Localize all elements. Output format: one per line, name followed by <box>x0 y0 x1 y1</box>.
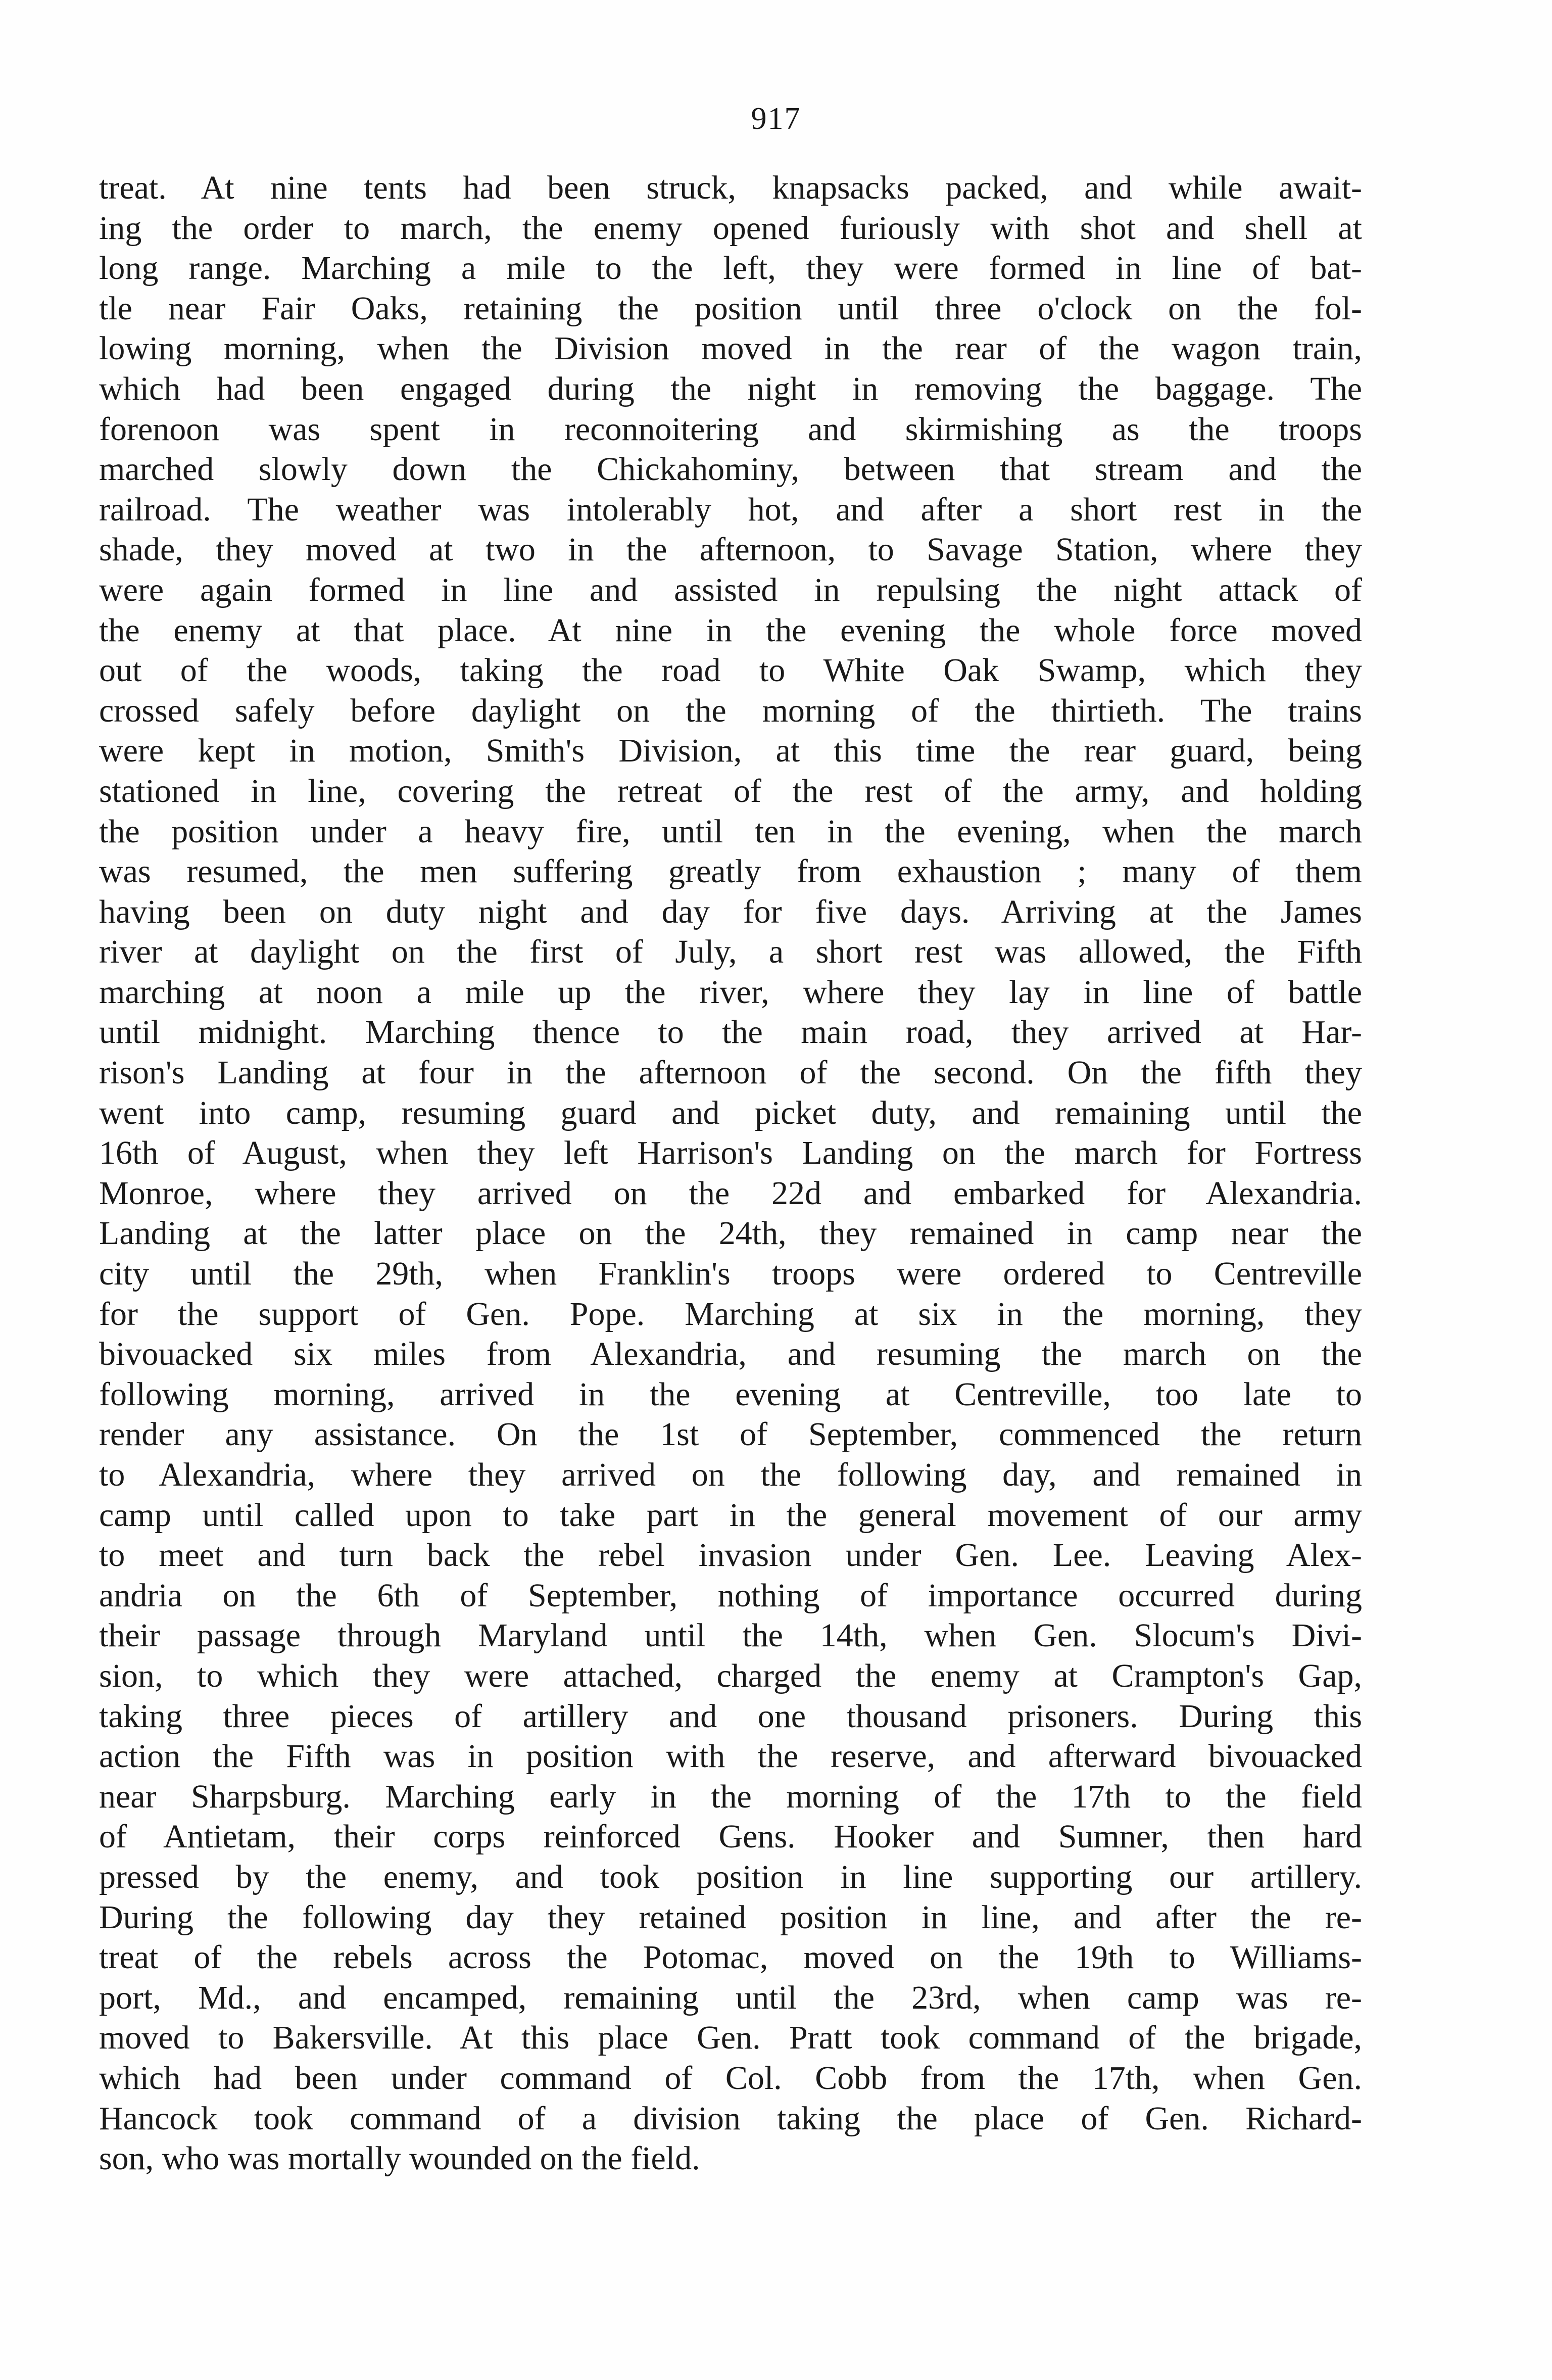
text-line: treat. At nine tents had been struck, knapsacks packed, and while await- <box>99 169 1362 206</box>
text-line: near Sharpsburg. Marching early in the morning of the 17th to the field <box>99 1778 1362 1815</box>
text-line: to meet and turn back the rebel invasion under Gen. Lee. Leaving Alex- <box>99 1537 1362 1574</box>
text-line: stationed in line, covering the retreat of the rest of the army, and holding <box>99 772 1362 810</box>
text-line: marching at noon a mile up the river, where they lay in line of battle <box>99 973 1362 1011</box>
text-line: 16th of August, when they left Harrison's Landing on the march for Fortress <box>99 1134 1362 1172</box>
text-line: During the following day they retained position in line, and after the re- <box>99 1898 1362 1936</box>
text-line: having been on duty night and day for five days. Arriving at the James <box>99 893 1362 930</box>
text-line: son, who was mortally wounded on the field. <box>99 2140 700 2177</box>
text-line: their passage through Maryland until the 14th, when Gen. Slocum's Divi- <box>99 1617 1362 1654</box>
body-text <box>99 168 1362 2179</box>
text-line: sion, to which they were attached, charged the enemy at Crampton's Gap, <box>99 1657 1362 1694</box>
text-line: Landing at the latter place on the 24th, they remained in camp near the <box>99 1215 1362 1252</box>
text-line: for the support of Gen. Pope. Marching at six in the morning, they <box>99 1295 1362 1332</box>
text-line: camp until called upon to take part in the general movement of our army <box>99 1496 1362 1534</box>
text-line: city until the 29th, when Franklin's troops were ordered to Centreville <box>99 1255 1362 1293</box>
text-line: the position under a heavy fire, until ten in the evening, when the march <box>99 813 1362 850</box>
text-line: tle near Fair Oaks, retaining the position until three o'clock on the fol- <box>99 290 1362 327</box>
text-line: were kept in motion, Smith's Division, at this time the rear guard, being <box>99 732 1362 770</box>
text-line: following morning, arrived in the evening at Centreville, too late to <box>99 1375 1362 1413</box>
text-line: which had been under command of Col. Cobb from the 17th, when Gen. <box>99 2059 1362 2097</box>
text-line: port, Md., and encamped, remaining until the 23rd, when camp was re- <box>99 1979 1362 2016</box>
text-line: which had been engaged during the night in removing the baggage. The <box>99 370 1362 407</box>
text-line: lowing morning, when the Division moved in the rear of the wagon train, <box>99 330 1362 367</box>
text-line: Monroe, where they arrived on the 22d and embarked for Alexandria. <box>99 1174 1362 1212</box>
text-line: render any assistance. On the 1st of September, commenced the return <box>99 1416 1362 1453</box>
text-line: pressed by the enemy, and took position in line supporting our artillery. <box>99 1858 1362 1895</box>
text-line: river at daylight on the first of July, a short rest was allowed, the Fifth <box>99 933 1362 971</box>
text-line: railroad. The weather was intolerably hot, and after a short rest in the <box>99 491 1362 528</box>
text-line: was resumed, the men suffering greatly from exhaustion ; many of them <box>99 853 1362 890</box>
text-line: long range. Marching a mile to the left, they were formed in line of bat- <box>99 250 1362 287</box>
text-line: the enemy at that place. At nine in the evening the whole force moved <box>99 611 1362 649</box>
text-line: treat of the rebels across the Potomac, moved on the 19th to Williams- <box>99 1939 1362 1976</box>
text-line: out of the woods, taking the road to White Oak Swamp, which they <box>99 652 1362 689</box>
text-line: action the Fifth was in position with the reserve, and afterward bivouacked <box>99 1738 1362 1775</box>
text-line: ing the order to march, the enemy opened furiously with shot and shell at <box>99 209 1362 247</box>
text-line: rison's Landing at four in the afternoon of the second. On the fifth they <box>99 1054 1362 1091</box>
text-line: Hancock took command of a division taking the place of Gen. Richard- <box>99 2100 1362 2137</box>
text-line: until midnight. Marching thence to the main road, they arrived at Har- <box>99 1014 1362 1051</box>
text-line: crossed safely before daylight on the morning of the thirtieth. The trains <box>99 692 1362 729</box>
page-number: 917 <box>751 102 801 136</box>
text-line: marched slowly down the Chickahominy, between that stream and the <box>99 451 1362 488</box>
text-line: andria on the 6th of September, nothing of importance occurred during <box>99 1577 1362 1614</box>
text-line: bivouacked six miles from Alexandria, and resuming the march on the <box>99 1336 1362 1373</box>
text-line: moved to Bakersville. At this place Gen. Pratt took command of the brigade, <box>99 2019 1362 2057</box>
text-line: to Alexandria, where they arrived on the following day, and remained in <box>99 1456 1362 1493</box>
text-line: shade, they moved at two in the afternoon, to Savage Station, where they <box>99 531 1362 568</box>
text-line: of Antietam, their corps reinforced Gens. Hooker and Sumner, then hard <box>99 1818 1362 1855</box>
text-line: forenoon was spent in reconnoitering and skirmishing as the troops <box>99 410 1362 448</box>
text-line: taking three pieces of artillery and one thousand prisoners. During this <box>99 1697 1362 1735</box>
text-line: went into camp, resuming guard and picket duty, and remaining until the <box>99 1094 1362 1131</box>
text-line: were again formed in line and assisted in repulsing the night attack of <box>99 571 1362 608</box>
